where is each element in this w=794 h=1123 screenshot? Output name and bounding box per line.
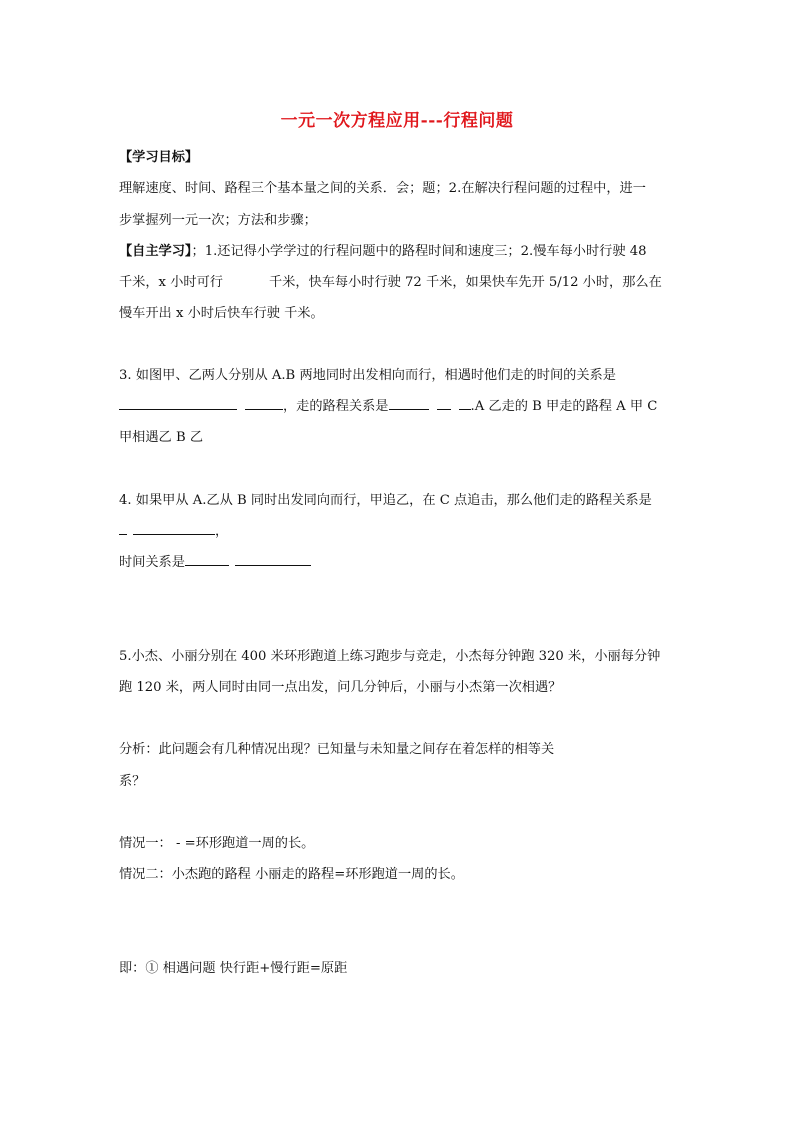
- answer-blank[interactable]: [119, 397, 237, 410]
- q4-line-2-comma: ，: [215, 524, 229, 539]
- self-study-line-1: [119, 240, 646, 259]
- case-one: 情况一： - =环形跑道一周的长。: [119, 836, 315, 851]
- goal-line-1: 理解速度、时间、路程三个基本量之间的关系．会；题；2.在解决行程问题的过程中，进一: [119, 181, 646, 196]
- goal-line-2: 步掌握列一元一次；方法和步骤；: [119, 213, 317, 228]
- answer-blank[interactable]: [437, 397, 451, 410]
- q3-line-2-b: A 乙走的 B 甲走的路程 A 甲 C: [474, 399, 658, 414]
- self-study-line-3: 慢车开出 x 小时后快车行驶 千米。: [119, 306, 324, 321]
- q4-line-1: 4. 如果甲从 A.乙从 B 同时出发同向而行，甲追乙，在 C 点追击，那么他们走的路程关系是: [119, 493, 652, 508]
- q3-line-2-dot: .: [470, 399, 475, 414]
- analysis-line-2: 系？: [119, 774, 146, 789]
- answer-blank[interactable]: [119, 522, 127, 535]
- self-study-line-2: [119, 271, 662, 290]
- answer-blank[interactable]: [185, 553, 229, 566]
- self-study-line-2-b: 千米，快车每小时行驶 72 千米，如果快车先开 5/12 小时，那么在: [268, 275, 662, 290]
- answer-blank[interactable]: [389, 397, 429, 410]
- answer-blank[interactable]: [133, 522, 215, 535]
- analysis-line-1: 分析：此问题会有几种情况出现？已知量与未知量之间存在着怎样的相等关: [119, 742, 555, 757]
- goal-heading: 【学习目标】: [119, 150, 199, 165]
- q3-line-1: 3. 如图甲、乙两人分别从 A.B 两地同时出发相向而行，相遇时他们走的时间的关系是: [119, 368, 616, 383]
- q3-line-2-a: ，走的路程关系是: [283, 399, 389, 414]
- answer-blank[interactable]: [235, 553, 311, 566]
- q4-line-3-text: 时间关系是: [119, 555, 185, 570]
- case-two: 情况二：小杰跑的路程 小丽走的路程=环形跑道一周的长。: [119, 867, 464, 882]
- answer-blank[interactable]: [459, 397, 471, 410]
- q4-line-3: [119, 551, 311, 570]
- q3-line-3: 甲相遇乙 B 乙: [119, 430, 204, 445]
- document-title: 一元一次方程应用---行程问题: [280, 111, 514, 131]
- q5-line-2: 跑 120 米，两人同时由同一点出发，问几分钟后，小丽与小杰第一次相遇？: [119, 680, 562, 695]
- summary-line: 即：① 相遇问题 快行距+慢行距=原距: [119, 961, 348, 976]
- q4-line-2: [119, 520, 228, 539]
- self-study-heading: 【自主学习】: [119, 244, 192, 259]
- self-study-line-2-a: 千米，x 小时可行: [119, 275, 223, 290]
- self-study-line-1-text: ；1.还记得小学学过的行程问题中的路程时间和速度三；2.慢车每小时行驶 48: [191, 244, 647, 259]
- answer-blank[interactable]: [245, 397, 283, 410]
- q3-line-2: [119, 395, 657, 414]
- q5-line-1: 5.小杰、小丽分别在 400 米环形跑道上练习跑步与竞走，小杰每分钟跑 320 米，小丽每分钟: [119, 649, 661, 664]
